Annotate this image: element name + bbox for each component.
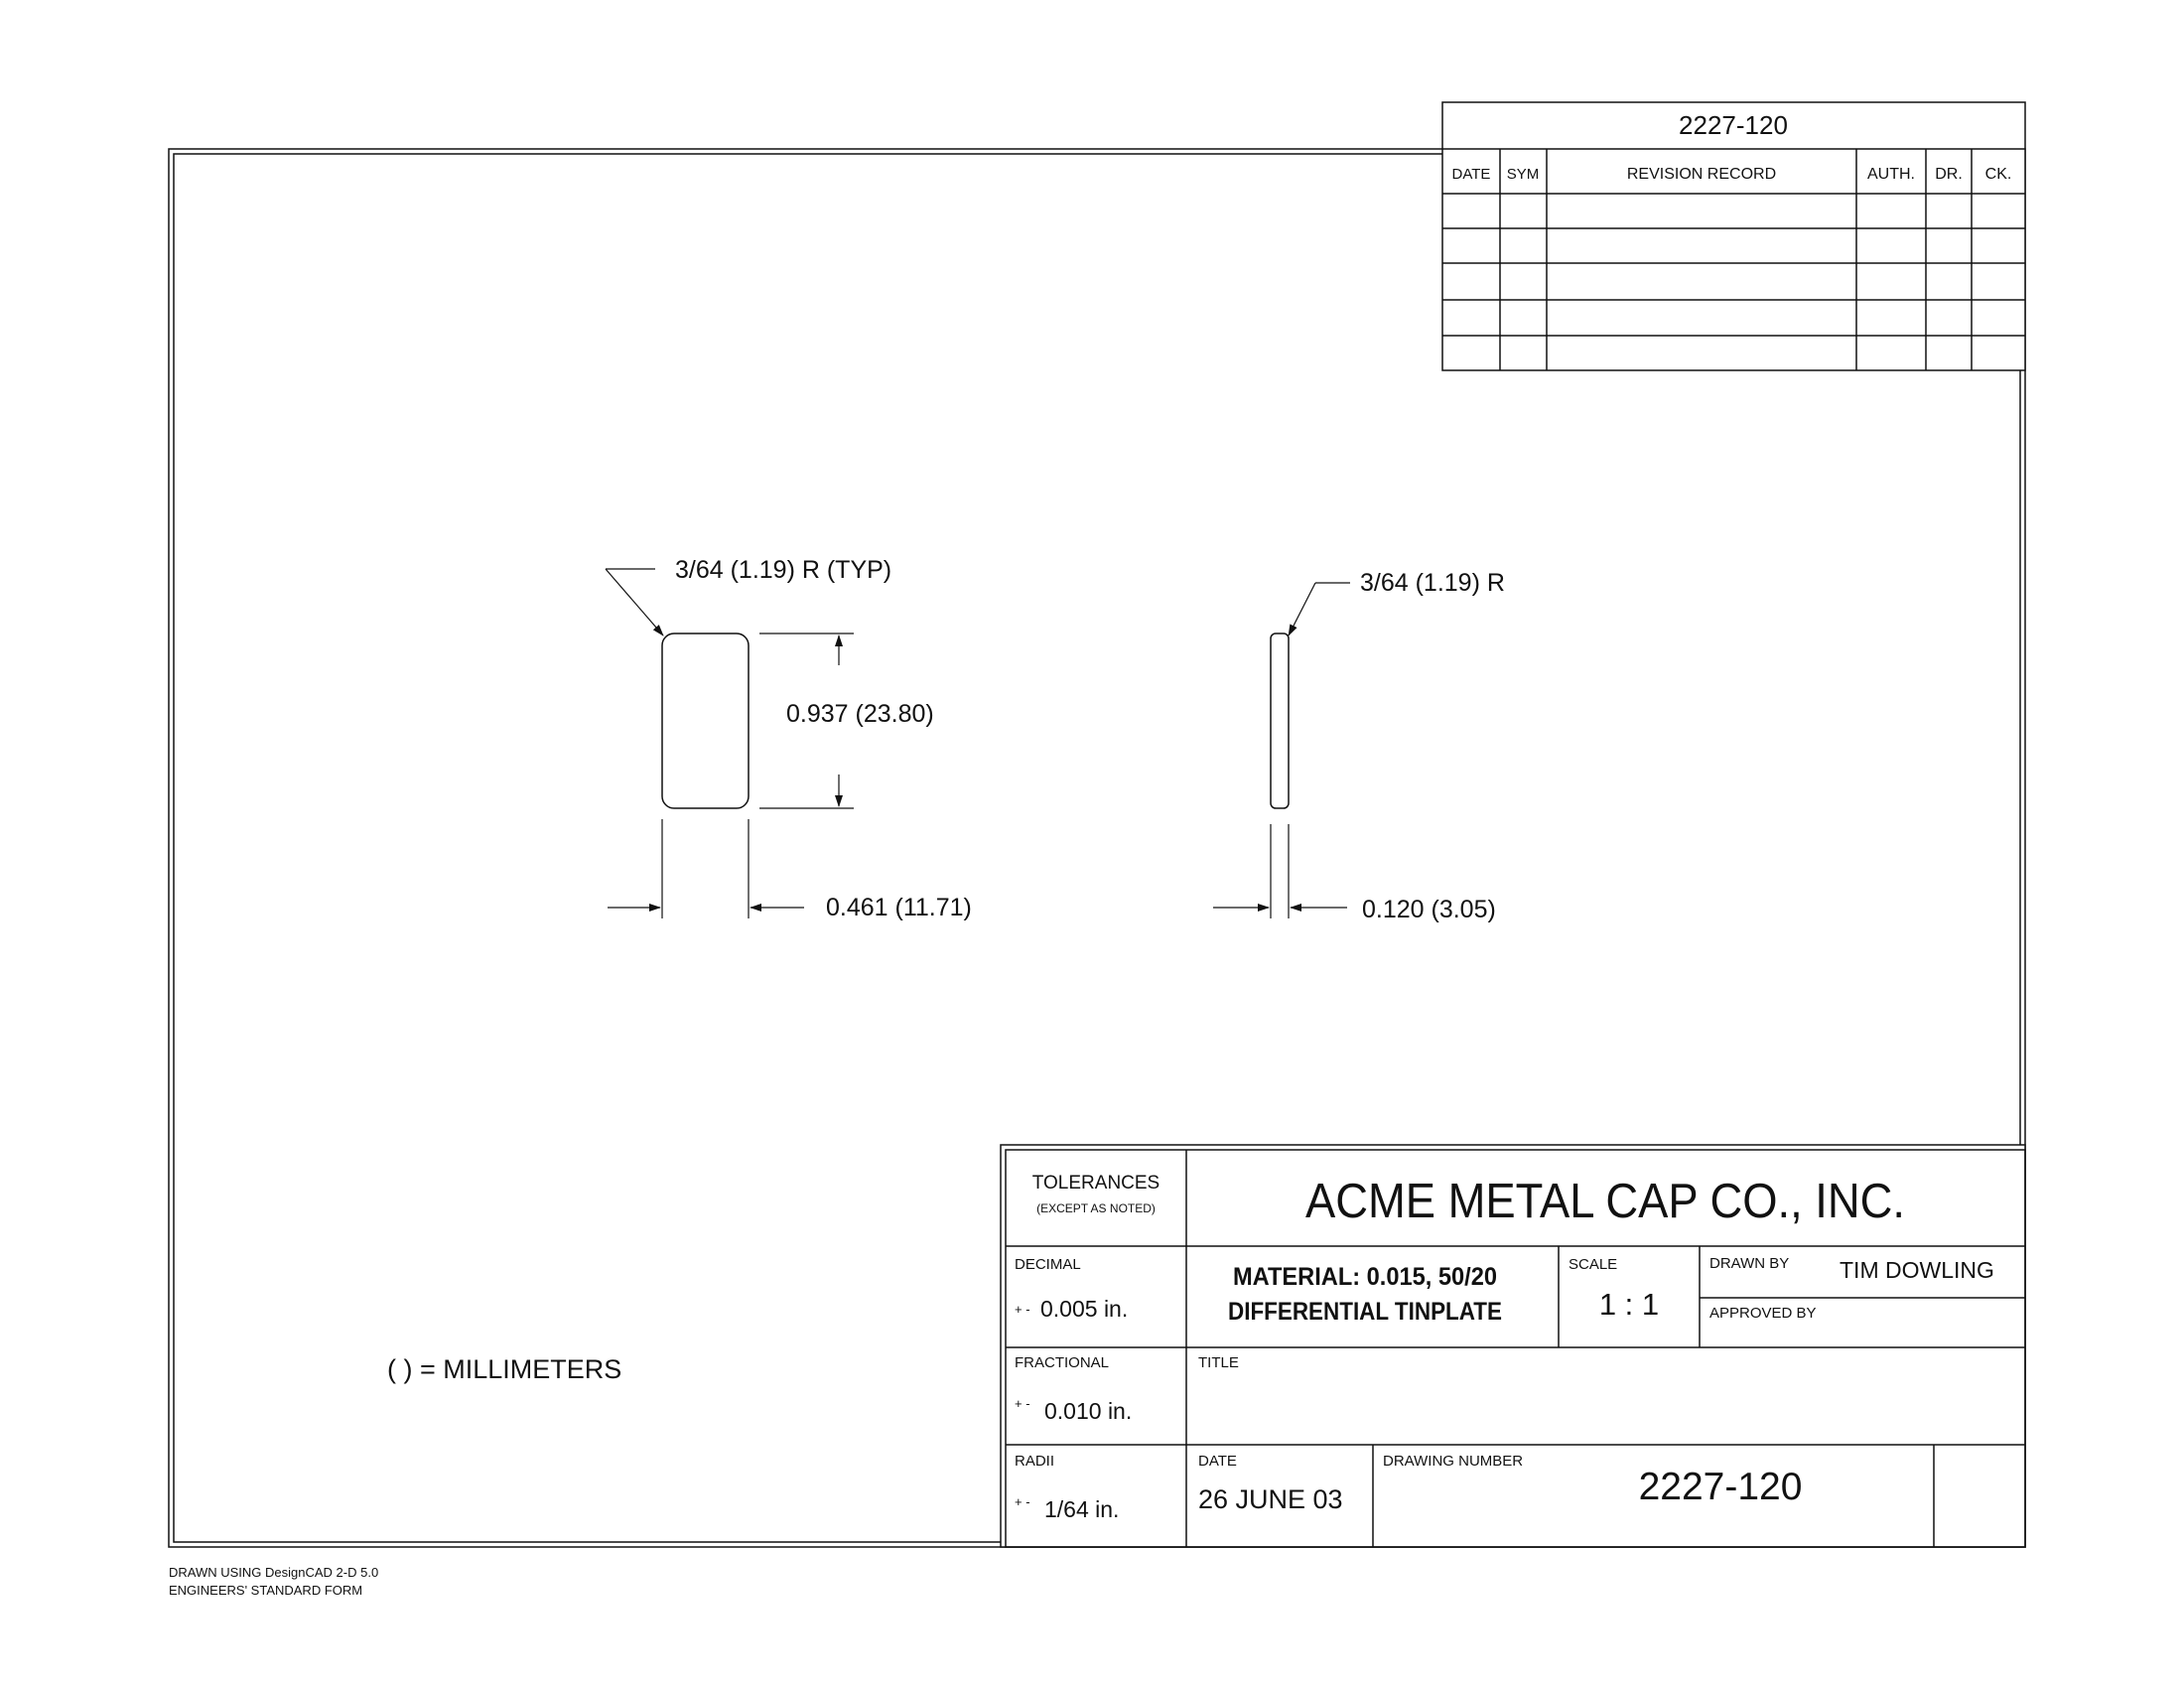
date-value: 26 JUNE 03: [1198, 1484, 1343, 1514]
thickness-dimension-label: 0.120 (3.05): [1362, 896, 1496, 923]
drawn-by-value: TIM DOWLING: [1840, 1257, 1994, 1283]
decimal-label: DECIMAL: [1015, 1256, 1081, 1273]
part-side-view: [1271, 633, 1289, 808]
revision-part-number: 2227-120: [1679, 110, 1788, 140]
material-line1: MATERIAL: 0.015, 50/20: [1233, 1263, 1497, 1291]
fractional-plus-minus: + -: [1015, 1396, 1030, 1411]
revision-header-sym: SYM: [1506, 166, 1540, 183]
scale-value: 1 : 1: [1598, 1287, 1660, 1322]
units-note: ( ) = MILLIMETERS: [387, 1354, 622, 1384]
radii-plus-minus: + -: [1015, 1494, 1030, 1509]
thickness-dimension: [1213, 824, 1347, 918]
approved-by-label: APPROVED BY: [1709, 1305, 1817, 1322]
edge-radius-label: 3/64 (1.19) R: [1360, 569, 1505, 597]
footer-software: DRAWN USING DesignCAD 2-D 5.0: [169, 1565, 379, 1580]
fractional-value: 0.010 in.: [1044, 1398, 1133, 1424]
radii-label: RADII: [1015, 1453, 1055, 1470]
corner-radius-leader: [606, 569, 663, 635]
drawing-number-label: DRAWING NUMBER: [1383, 1453, 1524, 1470]
revision-header-auth: AUTH.: [1867, 166, 1915, 183]
edge-radius-leader: [1289, 583, 1350, 635]
material-line2: DIFFERENTIAL TINPLATE: [1228, 1298, 1502, 1326]
width-dimension: [608, 819, 804, 918]
radii-value: 1/64 in.: [1044, 1496, 1120, 1522]
height-dimension-label: 0.937 (23.80): [786, 700, 934, 728]
revision-block: [1442, 102, 2025, 370]
revision-header-record: REVISION RECORD: [1626, 166, 1777, 183]
fractional-label: FRACTIONAL: [1015, 1354, 1110, 1371]
part-front-view: [662, 633, 749, 808]
decimal-plus-minus: + -: [1015, 1302, 1030, 1317]
company-name: ACME METAL CAP CO., INC.: [1305, 1175, 1905, 1228]
date-label: DATE: [1198, 1453, 1237, 1470]
scale-label: SCALE: [1569, 1256, 1618, 1273]
title-label: TITLE: [1198, 1354, 1239, 1371]
drawing-number-value: 2227-120: [1638, 1466, 1803, 1508]
drawn-by-label: DRAWN BY: [1709, 1255, 1790, 1272]
decimal-value: 0.005 in.: [1040, 1296, 1129, 1322]
tolerances-sub: (EXCEPT AS NOTED): [1036, 1201, 1156, 1215]
revision-header-dr: DR.: [1935, 166, 1963, 183]
revision-header-date: DATE: [1451, 166, 1491, 183]
width-dimension-label: 0.461 (11.71): [826, 894, 972, 921]
tolerances-label: TOLERANCES: [1031, 1173, 1160, 1194]
corner-radius-label: 3/64 (1.19) R (TYP): [675, 556, 892, 584]
footer-form: ENGINEERS' STANDARD FORM: [169, 1583, 363, 1598]
revision-header-ck: CK.: [1984, 166, 2012, 183]
